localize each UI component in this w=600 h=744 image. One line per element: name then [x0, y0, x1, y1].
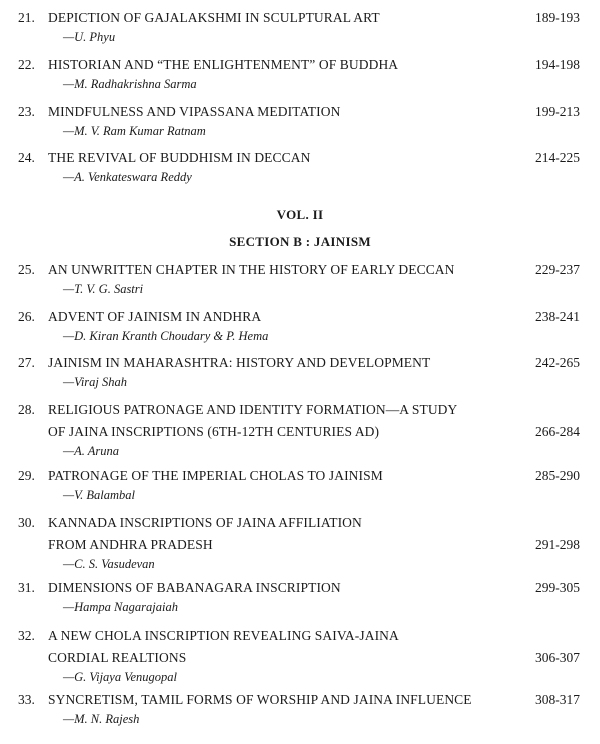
entry-title — [48, 7, 380, 29]
entry-pages: 229-237 — [535, 262, 580, 277]
entry-number: 21. — [18, 10, 35, 25]
entry-title-line: AN UNWRITTEN CHAPTER IN THE HISTORY OF EARLY DECCAN — [48, 262, 455, 277]
entry-title — [48, 512, 362, 556]
entry-title-line: THE REVIVAL OF BUDDHISM IN DECCAN — [48, 150, 311, 165]
entry-title-line: OF JAINA INSCRIPTIONS (6TH-12TH CENTURIES AD) — [48, 424, 380, 439]
entry-pages: 266-284 — [535, 424, 580, 439]
entry-pages: 194-198 — [535, 57, 580, 72]
entry-title-line: DIMENSIONS OF BABANAGARA INSCRIPTION — [48, 580, 341, 595]
entry-number: 22. — [18, 57, 35, 72]
entry-pages: 308-317 — [535, 692, 580, 707]
volume-heading: VOL. II — [276, 207, 324, 222]
entry-pages: 238-241 — [535, 309, 580, 324]
entry-title — [48, 625, 399, 669]
entry-title — [48, 147, 310, 169]
entry-title-line: FROM ANDHRA PRADESH — [48, 537, 213, 552]
entry-pages: 299-305 — [535, 580, 580, 595]
entry-title-line: HISTORIAN AND “THE ENLIGHTENMENT” OF BUDDHA — [48, 57, 399, 72]
entry-title-line: DEPICTION OF GAJALAKSHMI IN SCULPTURAL ART — [48, 10, 380, 25]
entry-title — [48, 259, 455, 281]
entry-title — [48, 101, 340, 123]
entry-title-line: PATRONAGE OF THE IMPERIAL CHOLAS TO JAINISM — [48, 468, 383, 483]
entry-title — [48, 577, 341, 599]
entry-title — [48, 54, 398, 76]
entry-title — [48, 399, 457, 443]
entry-title — [48, 465, 383, 487]
entry-pages: 285-290 — [535, 468, 580, 483]
entry-author: —M. V. Ram Kumar Ratnam — [63, 124, 206, 138]
entry-number: 33. — [18, 692, 35, 707]
entry-author: —M. Radhakrishna Sarma — [63, 77, 197, 91]
entry-author: —G. Vijaya Venugopal — [63, 670, 177, 684]
entry-number: 27. — [18, 355, 35, 370]
entry-pages: 199-213 — [535, 104, 580, 119]
entry-title — [48, 689, 472, 711]
entry-pages: 189-193 — [535, 10, 580, 25]
entry-number: 25. — [18, 262, 35, 277]
entry-author: —Hampa Nagarajaiah — [63, 600, 178, 614]
entry-pages: 242-265 — [535, 355, 580, 370]
entry-title-line: JAINISM IN MAHARASHTRA: HISTORY AND DEVELOPMENT — [48, 355, 431, 370]
entry-author: —T. V. G. Sastri — [63, 282, 144, 296]
entry-author: —Viraj Shah — [63, 375, 128, 389]
entry-pages: 306-307 — [535, 650, 580, 665]
entry-author: —C. S. Vasudevan — [63, 557, 155, 571]
entry-title — [48, 306, 261, 328]
entry-number: 30. — [18, 515, 35, 530]
entry-title-line: SYNCRETISM, TAMIL FORMS OF WORSHIP AND JAINA INFLUENCE — [48, 692, 472, 707]
entry-number: 32. — [18, 628, 35, 643]
entry-title-line: A NEW CHOLA INSCRIPTION REVEALING SAIVA-JAINA — [48, 628, 399, 643]
entry-number: 28. — [18, 402, 35, 417]
entry-number: 31. — [18, 580, 35, 595]
entry-title-line: ADVENT OF JAINISM IN ANDHRA — [48, 309, 262, 324]
entry-title-line: MINDFULNESS AND VIPASSANA MEDITATION — [48, 104, 341, 119]
entry-title-line: KANNADA INSCRIPTIONS OF JAINA AFFILIATION — [48, 515, 362, 530]
entry-pages: 291-298 — [535, 537, 580, 552]
entry-number: 26. — [18, 309, 35, 324]
entry-author: —M. N. Rajesh — [63, 712, 140, 726]
entry-title — [48, 352, 430, 374]
entry-author: —D. Kiran Kranth Choudary & P. Hema — [63, 329, 269, 343]
entry-number: 23. — [18, 104, 35, 119]
entry-pages: 214-225 — [535, 150, 580, 165]
entry-title-line: CORDIAL REALTIONS — [48, 650, 187, 665]
entry-author: —A. Venkateswara Reddy — [63, 170, 192, 184]
section-heading: SECTION B : JAINISM — [229, 234, 371, 249]
entry-title-line: RELIGIOUS PATRONAGE AND IDENTITY FORMATION—A STUDY — [48, 402, 458, 417]
entry-author: —V. Balambal — [63, 488, 135, 502]
entry-author: —A. Aruna — [63, 444, 120, 458]
entry-author: —U. Phyu — [63, 30, 116, 44]
entry-number: 29. — [18, 468, 35, 483]
entry-number: 24. — [18, 150, 35, 165]
